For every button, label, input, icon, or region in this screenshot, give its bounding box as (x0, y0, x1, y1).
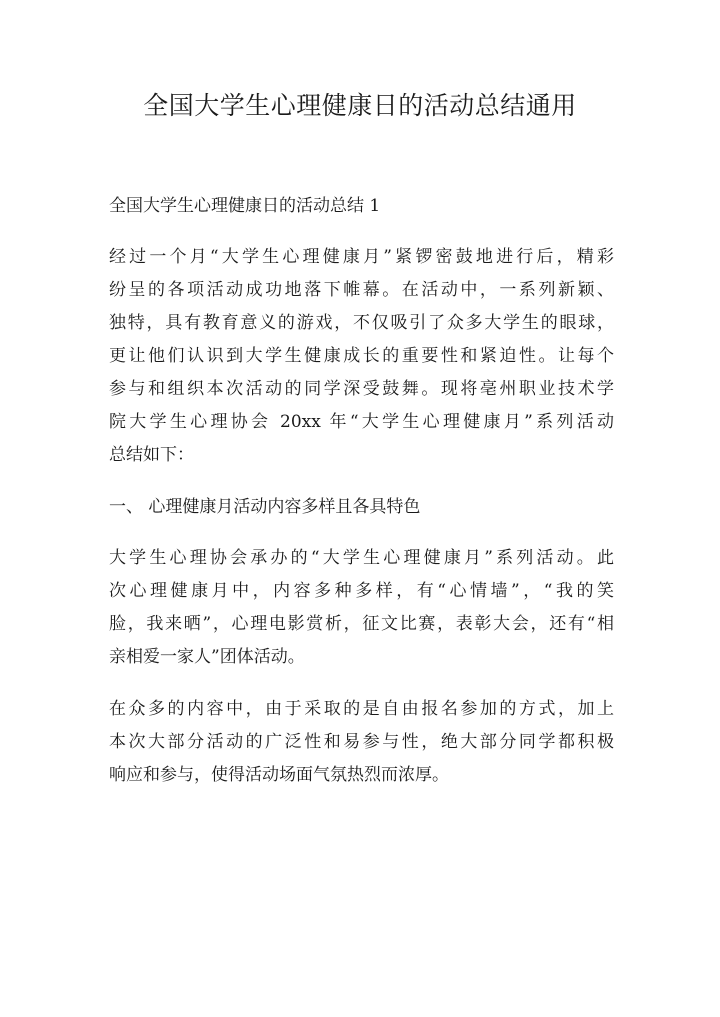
paragraph-1 (109, 241, 614, 472)
paragraph-line: 经过一个月“大学生心理健康月”紧锣密鼓地进行后，精彩 (109, 247, 614, 267)
paragraph-line: 在众多的内容中，由于采取的是自由报名参加的方式，加上 (109, 699, 614, 719)
document-body (109, 190, 614, 811)
document-title: 全国大学生心理健康日的活动总结通用 (143, 91, 577, 120)
paragraph-line: 纷呈的各项活动成功地落下帷幕。在活动中，一系列新颖、 (109, 280, 614, 300)
paragraph-line: 响应和参与，使得活动场面气氛热烈而浓厚。 (109, 765, 449, 785)
paragraph-line: 本次大部分活动的广泛性和易参与性，绝大部分同学都积极 (109, 732, 614, 752)
paragraph-line: 次心理健康月中，内容多种多样，有“心情墙”，“我的笑 (109, 581, 614, 601)
paragraph-2 (109, 542, 614, 674)
paragraph-line: 院大学生心理协会 20xx 年“大学生心理健康月”系列活动 (109, 412, 614, 432)
paragraph-line: 更让他们认识到大学生健康成长的重要性和紧迫性。让每个 (109, 346, 614, 366)
paragraph-line: 脸，我来晒”，心理电影赏析，征文比赛，表彰大会，还有“相 (109, 614, 614, 634)
paragraph-line: 亲相爱一家人”团体活动。 (109, 647, 305, 667)
paragraph-3 (109, 693, 614, 792)
paragraph-line: 大学生心理协会承办的“大学生心理健康月”系列活动。此 (109, 548, 614, 568)
item-heading: 一、 心理健康月活动内容多样且各具特色 (109, 497, 421, 517)
section-heading: 全国大学生心理健康日的活动总结 1 (109, 196, 381, 216)
paragraph-line: 总结如下： (109, 445, 194, 465)
paragraph-line: 独特，具有教育意义的游戏，不仅吸引了众多大学生的眼球， (109, 313, 614, 333)
paragraph-line: 参与和组织本次活动的同学深受鼓舞。现将亳州职业技术学 (109, 379, 614, 399)
